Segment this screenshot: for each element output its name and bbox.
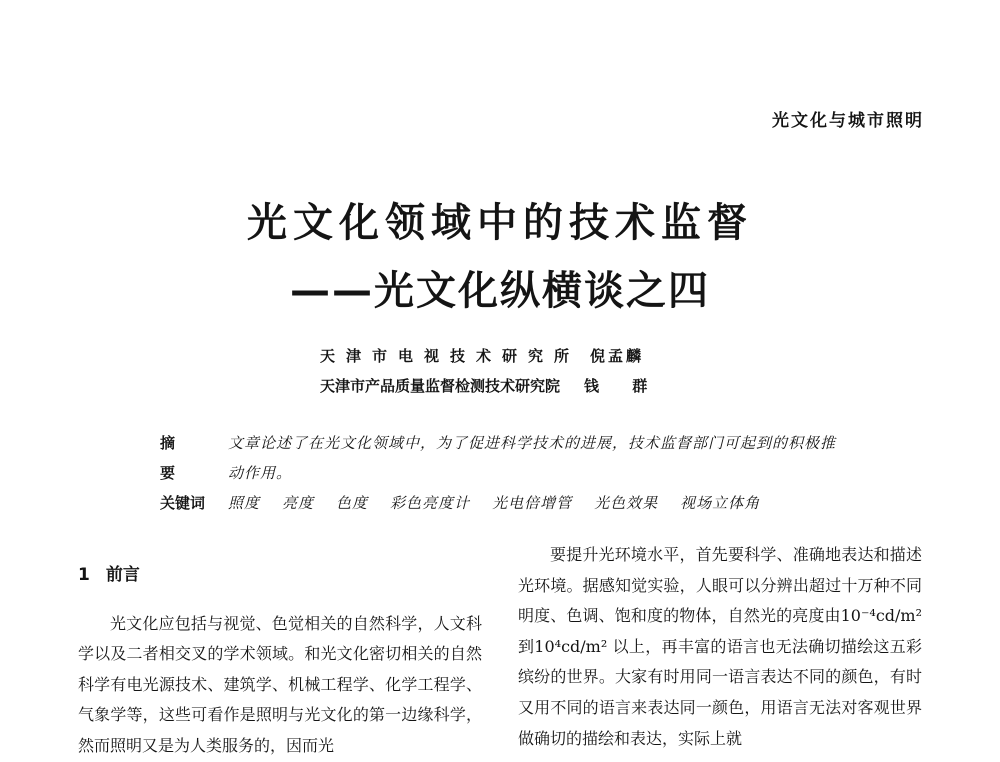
section-number: 1 <box>78 565 90 585</box>
abstract-row <box>160 428 860 488</box>
keyword: 照度 <box>228 494 261 512</box>
body-paragraph: 光文化应包括与视觉、色觉相关的自然科学，人文科学以及二者相交叉的学术领域。和光文化密切相关的自然科学有电光源技术、建筑学、机械工程学、化学工程学、气象学等，这些可看作是照明与光文化的第一边缘科学，然而照明又是为人类服务的，因而光 <box>78 613 482 755</box>
keywords-label: 关键词 <box>160 494 206 512</box>
author-list <box>320 345 661 405</box>
keyword: 色度 <box>336 494 369 512</box>
author-affiliation: 天津市产品质量监督检测技术研究院 <box>320 377 561 395</box>
abstract-block <box>160 428 860 518</box>
section-tag: 光文化与城市照明 <box>772 111 924 131</box>
keyword-list <box>228 488 760 518</box>
author-name: 钱 群 <box>584 377 662 395</box>
title-block <box>0 196 1000 318</box>
article-title: 光文化领域中的技术监督 <box>247 200 753 246</box>
right-column <box>518 540 922 754</box>
author-row <box>320 375 661 405</box>
author-name: 倪孟麟 <box>590 347 645 365</box>
keyword: 视场立体角 <box>680 494 761 512</box>
article-subtitle: ——光文化纵横谈之四 <box>290 268 710 314</box>
body-paragraph: 要提升光环境水平，首先要科学、准确地表达和描述光环境。据感知觉实验，人眼可以分辨出超过十万种不同明度、色调、饱和度的物体，自然光的亮度由10⁻⁴cd/m² 到10⁴cd/m² 以上，再丰富的语言也无法确切描绘这五彩缤纷的世界。大家有时用同一语言表达不同的颜色，有时又用不同的语言来表达同一颜色，用语言无法对客观世界做确切的描绘和表达，实际上就 <box>518 545 922 748</box>
abstract-label: 摘 要 <box>160 434 192 482</box>
author-row <box>320 345 661 375</box>
keyword: 彩色亮度计 <box>390 494 471 512</box>
keyword: 光色效果 <box>594 494 659 512</box>
left-column <box>78 540 482 762</box>
abstract-text: 文章论述了在光文化领域中，为了促进科学技术的进展，技术监督部门可起到的积极推动作用。 <box>228 434 837 482</box>
author-affiliation: 天津市电视技术研究所 <box>320 347 581 365</box>
section-heading <box>78 560 482 591</box>
keyword: 亮度 <box>282 494 315 512</box>
keyword: 光电倍增管 <box>492 494 573 512</box>
section-title: 前言 <box>105 565 140 585</box>
keywords-row <box>160 488 860 518</box>
